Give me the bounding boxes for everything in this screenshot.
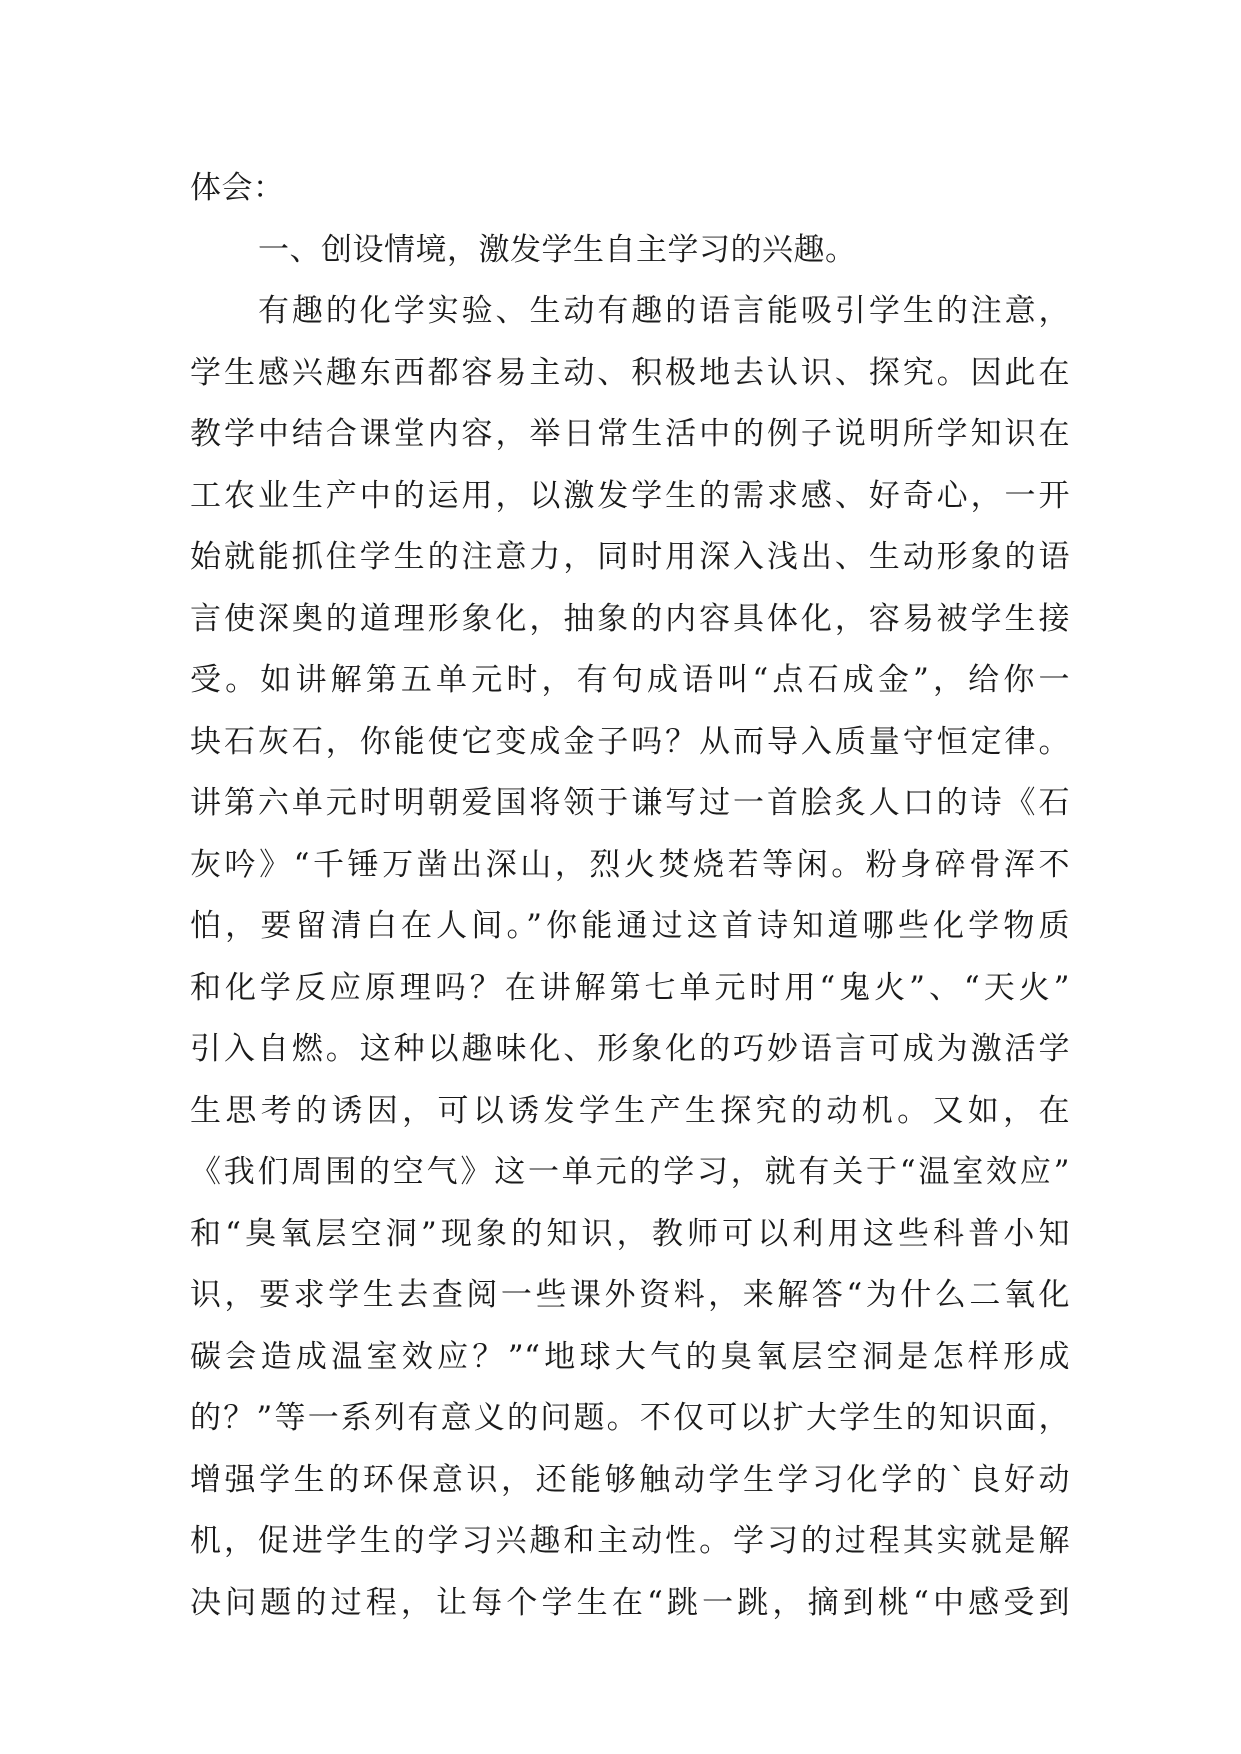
- text-line: 和“臭氧层空洞”现象的知识，教师可以利用这些科普小知: [190, 1215, 1070, 1252]
- text-line: 灰吟》“千锤万凿出深山，烈火焚烧若等闲。粉身碎骨浑不: [190, 846, 1070, 883]
- section-heading: 一、创设情境，激发学生自主学习的兴趣。: [258, 231, 857, 268]
- text-line: 碳会造成温室效应？”“地球大气的臭氧层空洞是怎样形成: [190, 1338, 1070, 1375]
- paragraph-first-line: 有趣的化学实验、生动有趣的语言能吸引学生的注意，: [258, 293, 1070, 329]
- body-text: [190, 158, 1070, 1634]
- text-line: 增强学生的环保意识，还能够触动学生学习化学的`良好动: [190, 1461, 1070, 1498]
- text-line: 生思考的诱因，可以诱发学生产生探究的动机。又如，在: [190, 1092, 1070, 1129]
- text-line: 言使深奥的道理形象化，抽象的内容具体化，容易被学生接: [190, 600, 1070, 637]
- text-line: 受。如讲解第五单元时，有句成语叫“点石成金”，给你一: [190, 662, 1070, 698]
- text-line: 机，促进学生的学习兴趣和主动性。学习的过程其实就是解: [190, 1523, 1070, 1559]
- text-line: 讲第六单元时明朝爱国将领于谦写过一首脍炙人口的诗《石: [190, 785, 1070, 821]
- text-line: 《我们周围的空气》这一单元的学习，就有关于“温室效应”: [190, 1154, 1070, 1190]
- text-line: 引入自燃。这种以趣味化、形象化的巧妙语言可成为激活学: [190, 1031, 1070, 1067]
- text-line: 和化学反应原理吗？在讲解第七单元时用“鬼火”、“天火”: [190, 969, 1070, 1006]
- text-line: 决问题的过程，让每个学生在“跳一跳，摘到桃“中感受到: [190, 1584, 1070, 1621]
- text-line: 教学中结合课堂内容，举日常生活中的例子说明所学知识在: [190, 416, 1070, 452]
- text-line: 怕，要留清白在人间。”你能通过这首诗知道哪些化学物质: [190, 908, 1070, 944]
- text-line: 的？”等一系列有意义的问题。不仅可以扩大学生的知识面，: [190, 1400, 1070, 1436]
- text-line: 识，要求学生去查阅一些课外资料，来解答“为什么二氧化: [190, 1277, 1070, 1313]
- text-line: 体会：: [190, 170, 285, 206]
- text-line: 学生感兴趣东西都容易主动、积极地去认识、探究。因此在: [190, 354, 1070, 391]
- text-line: 始就能抓住学生的注意力，同时用深入浅出、生动形象的语: [190, 539, 1070, 575]
- text-line: 块石灰石，你能使它变成金子吗？从而导入质量守恒定律。: [190, 723, 1070, 760]
- text-line: 工农业生产中的运用，以激发学生的需求感、好奇心，一开: [190, 477, 1070, 514]
